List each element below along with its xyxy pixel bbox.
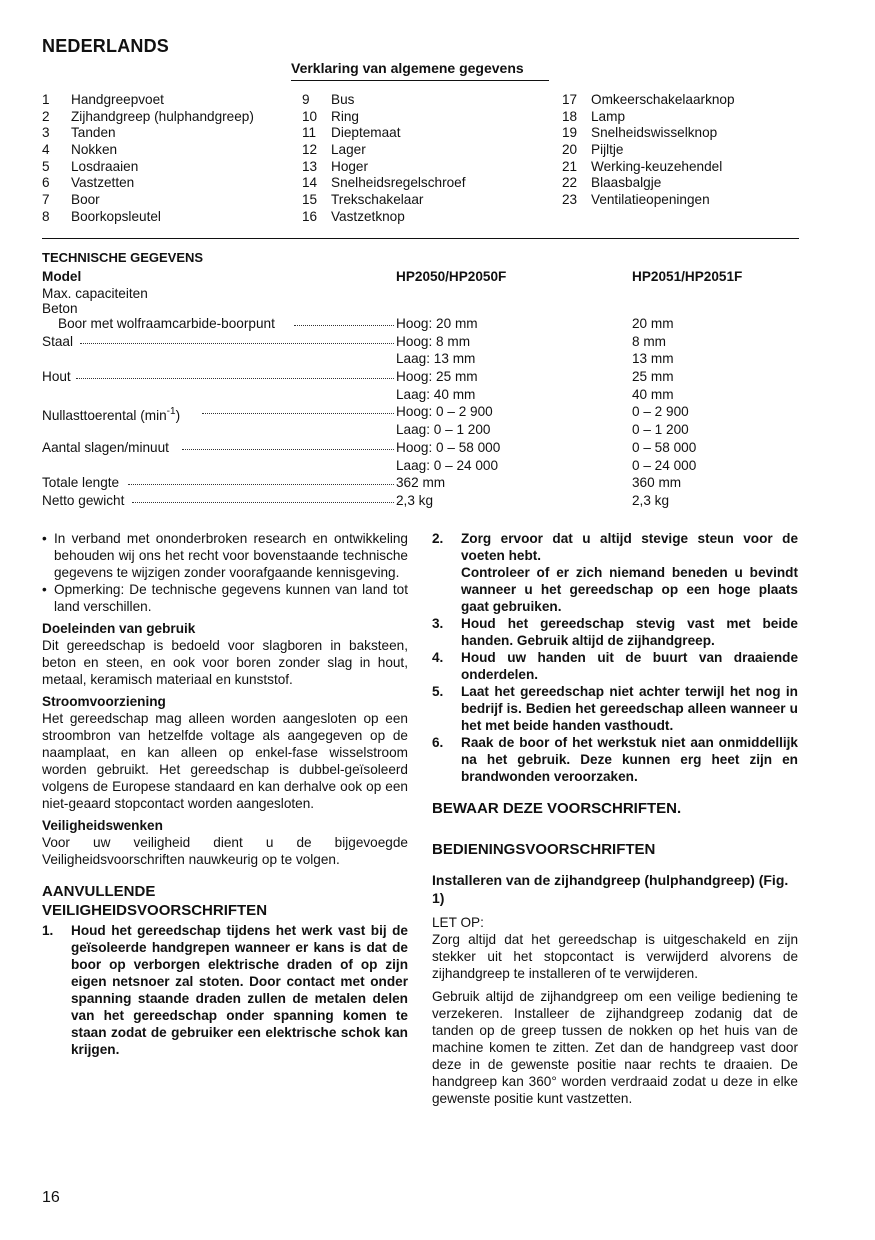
- legend-item: 11 Dieptemaat: [302, 125, 401, 141]
- legend-item: 3 Tanden: [42, 125, 116, 141]
- safety-item-6: 6. Raak de boor of het werkstuk niet aan onmiddellijk na het gebruik. Deze kunnen erg heet zijn en brandwonden veroorzaken.: [432, 735, 798, 784]
- right-column: [432, 530, 798, 1107]
- safety-item-5: 5. Laat het gereedschap niet achter terwijl het nog in bedrijf is. Bedien het gereedschap alleen wanneer u het met beide handen vasthoudt.: [432, 684, 798, 733]
- heading-bewaar: BEWAAR DEZE VOORSCHRIFTEN.: [432, 800, 682, 817]
- legend-item: 8 Boorkopsleutel: [42, 208, 161, 224]
- legend-item: 20 Pijltje: [562, 142, 624, 158]
- legend-item: 15 Trekschakelaar: [302, 192, 424, 208]
- legend-column-2: [302, 92, 466, 226]
- legend-item: 7 Boor: [42, 192, 100, 208]
- specs-heading: TECHNISCHE GEGEVENS: [42, 250, 204, 265]
- text-let-op: Zorg altijd dat het gereedschap is uitgeschakeld en zijn stekker uit het stopcontact is verwijderd alvorens de zijhandgreep te installeren of te verwijderen.: [432, 932, 798, 981]
- heading-bediening: BEDIENINGSVOORSCHRIFTEN: [432, 841, 656, 858]
- model-b: HP2051/HP2051F: [632, 269, 743, 284]
- legend-item: 22 Blaasbalgje: [562, 175, 662, 191]
- bullet-opmerking: • Opmerking: De technische gegevens kunnen van land tot land verschillen.: [42, 581, 408, 615]
- spec-row-slagen-laag: Laag: 0 – 24 000 0 – 24 000: [396, 458, 697, 473]
- legend-item: 16 Vastzetknop: [302, 208, 405, 224]
- heading-aanvullend: AANVULLENDE: [42, 883, 156, 900]
- legend-item: 2 Zijhandgreep (hulphandgreep): [42, 108, 254, 124]
- legend-item: 13 Hoger: [302, 158, 369, 174]
- text-gebruik: Gebruik altijd de zijhandgreep om een veilige bediening te verzekeren. Installeer de zijhandgreep zodanig dat de tanden op de greep tussen de nokken op het huis van de machine komen te zitten. Zet dan de handgreep vast door deze in de gewenste positie naar rechts te draaien. De handgreep kan 360° worden verdraaid zodat u deze in elke gewenste positie kunt vastzetten.: [432, 989, 798, 1106]
- spec-row-lengte: Totale lengte 362 mm 360 mm: [42, 475, 682, 490]
- heading-veiligheidsvoorschriften: VEILIGHEIDSVOORSCHRIFTEN: [42, 902, 268, 919]
- legend-item: 9 Bus: [302, 92, 355, 107]
- legend-column-1: [42, 92, 254, 226]
- legend-item: 14 Snelheidsregelschroef: [302, 175, 466, 191]
- text-stroom: Het gereedschap mag alleen worden aangesloten op een stroombron van hetzelfde voltage als aangegeven op de naamplaat, en kan alleen op enkel-fase wisselstroom worden gebruikt. Het gereedschap is dubbel-geïsoleerd volgens de Europese standaard en kan derhalve ook op een niet-geaard stopcontact worden aangesloten.: [42, 711, 408, 811]
- legend-item: 1 Handgreepvoet: [42, 92, 164, 107]
- spec-row-hout-laag: Laag: 40 mm 40 mm: [396, 387, 674, 402]
- legend-title: Verklaring van algemene gegevens: [291, 60, 524, 76]
- left-column: [42, 530, 408, 1058]
- text-doeleinden: Dit gereedschap is bedoeld voor slagboren in baksteen, beton en steen, en ook voor boren zonder slag in hout, metaal, keramisch materiaal en kunststof.: [42, 638, 408, 687]
- safety-item-1: 1. Houd het gereedschap tijdens het werk vast bij de geïsoleerde handgrepen wanneer er kans is dat de boor op verborgen elektrische draden of op zijn eigen netsnoer zal stoten. Door contact met onder spanning staande draden zullen de metalen delen van het gereedschap onder spanning komen te staan zodat de gebruiker een elektrische schok kan krijgen.: [42, 923, 408, 1057]
- text-veiligheid: Voor uw veiligheid dient u de bijgevoegde Veiligheidsvoorschriften nauwkeurig op te volgen.: [42, 835, 408, 867]
- safety-item-2b: Controleer of er zich niemand beneden u bevindt wanneer u het gereedschap op een hoge plaats gaat gebruiken.: [461, 565, 798, 614]
- spec-beton: Beton: [42, 301, 78, 316]
- safety-item-4: 4. Houd uw handen uit de buurt van draaiende onderdelen.: [432, 650, 798, 682]
- spec-row-slagen: Aantal slagen/minuut Hoog: 0 – 58 000 0 – 58 000: [42, 440, 697, 455]
- page-number: 16: [42, 1189, 60, 1206]
- language-heading: NEDERLANDS: [42, 36, 170, 56]
- spec-row-nullast: Nullasttoerental $(\min^{-1})$ Hoog: 0 – 2 900 0 – 2 900: [42, 404, 689, 423]
- heading-stroom: Stroomvoorziening: [42, 694, 166, 709]
- safety-item-2: 2. Zorg ervoor dat u altijd stevige steun voor de voeten hebt.: [432, 531, 798, 563]
- section-divider: [42, 238, 799, 239]
- legend-item: 23 Ventilatieopeningen: [562, 192, 710, 208]
- label-let-op: LET OP:: [432, 915, 484, 930]
- spec-row-boor: Boor met wolfraamcarbide-boorpunt Hoog: 20 mm 20 mm: [58, 316, 674, 331]
- legend-item: 21 Werking-keuzehendel: [562, 158, 723, 174]
- model-a: HP2050/HP2050F: [396, 269, 507, 284]
- spec-row-hout: Hout Hoog: 25 mm 25 mm: [42, 369, 674, 384]
- legend-item: 4 Nokken: [42, 142, 118, 158]
- safety-item-3: 3. Houd het gereedschap stevig vast met beide handen. Gebruik altijd de zijhandgreep.: [432, 616, 798, 648]
- legend-item: 18 Lamp: [562, 108, 626, 124]
- spec-model-row: [42, 268, 799, 286]
- legend-item: 19 Snelheidswisselknop: [562, 125, 718, 141]
- legend-item: 10 Ring: [302, 108, 359, 124]
- legend-title-underline: [291, 80, 549, 81]
- heading-doeleinden: Doeleinden van gebruik: [42, 621, 196, 636]
- model-label: Model: [42, 269, 82, 284]
- spec-row-nullast-laag: Laag: 0 – 1 200 0 – 1 200: [396, 422, 689, 437]
- spec-row-staal: Staal Hoog: 8 mm 8 mm: [42, 334, 666, 349]
- legend-item: 6 Vastzetten: [42, 175, 135, 191]
- spec-row-gewicht: Netto gewicht 2,3 kg 2,3 kg: [42, 493, 670, 508]
- legend-item: 12 Lager: [302, 142, 366, 158]
- legend-column-3: [562, 92, 735, 209]
- spec-row-staal-laag: Laag: 13 mm 13 mm: [396, 351, 674, 366]
- legend-item: 5 Losdraaien: [42, 158, 139, 174]
- heading-veiligheid: Veiligheidswenken: [42, 818, 163, 833]
- heading-installeren: Installeren van de zijhandgreep (hulphandgreep) (Fig. 1): [432, 872, 789, 906]
- legend-item: 17 Omkeerschakelaarknop: [562, 92, 735, 107]
- spec-max-cap: Max. capaciteiten: [42, 286, 148, 301]
- bullet-research: • In verband met ononderbroken research en ontwikkeling behouden wij ons het recht voor bovenstaande technische gegevens te wijzigen zonder voorafgaande kennisgeving.: [42, 530, 408, 581]
